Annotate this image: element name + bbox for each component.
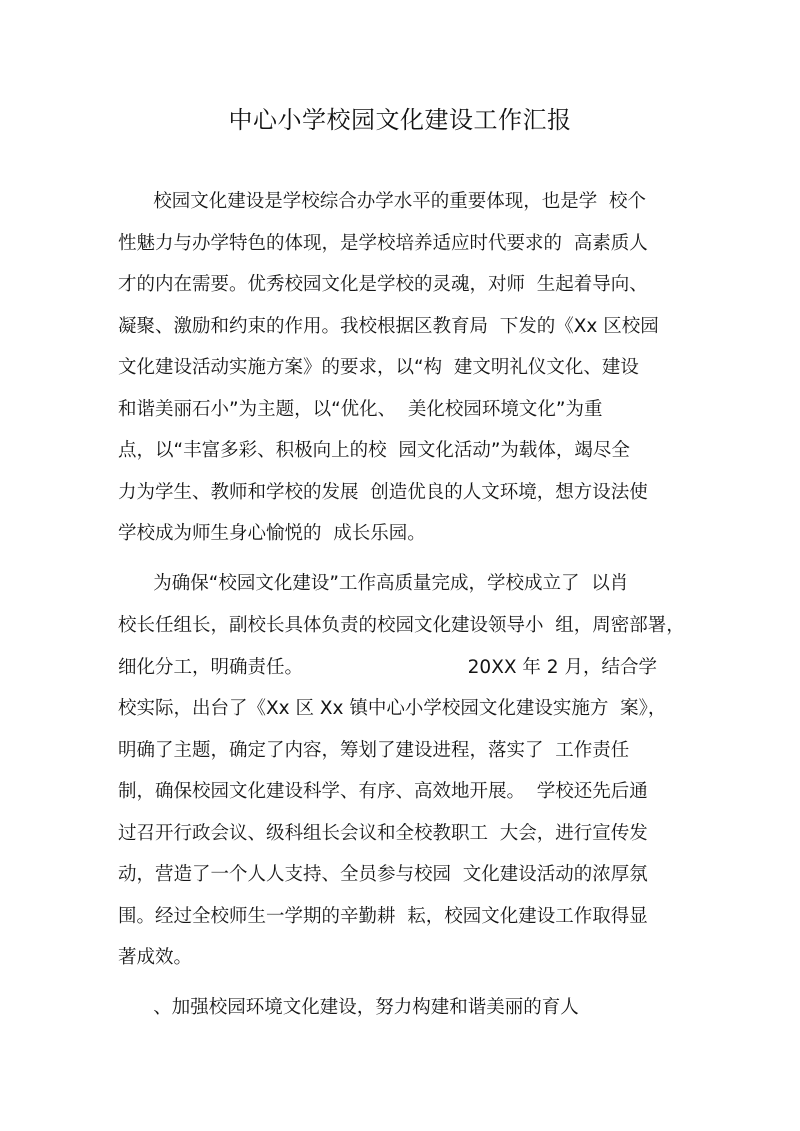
body-line: 校园文化建设是学校综合办学水平的重要体现，也是学 校个 [118, 191, 647, 212]
body-line: 校长任组长，副校长具体负责的校园文化建设领导小 组，周密部署， [118, 615, 685, 636]
body-line: 著成效。 [118, 947, 193, 968]
body-line: 点，以“丰富多彩、积极向上的校 园文化活动”为载体，竭尽全 [118, 440, 630, 461]
body-line: 才的内在需要。优秀校园文化是学校的灵魂，对师 生起着导向、 [118, 274, 648, 295]
body-line: 围。经过全校师生一学期的辛勤耕 耘，校园文化建设工作取得显 [118, 906, 648, 927]
document-title: 中心小学校园文化建设工作汇报 [228, 106, 572, 134]
body-line: 文化建设活动实施方案》的要求，以“构 建文明礼仪文化、建设 [118, 357, 639, 378]
body-line: 细化分工，明确责任。 20XX 年 2 月，结合学 [118, 657, 657, 678]
body-line: 明确了主题，确定了内容，筹划了建设进程，落实了 工作责任 [118, 740, 630, 761]
body-line: 凝聚、激励和约束的作用。我校根据区教育局 下发的《Xx 区校园 [118, 316, 659, 337]
body-line: 学校成为师生身心愉悦的 成长乐园。 [118, 523, 426, 544]
body-line: 校实际，出台了《Xx 区 Xx 镇中心小学校园文化建设实施方 案》， [118, 698, 667, 719]
body-line: 性魅力与办学特色的体现，是学校培养适应时代要求的 高素质人 [118, 233, 648, 254]
body-line: 力为学生、教师和学校的发展 创造优良的人文环境，想方设法使 [118, 482, 648, 503]
body-line: 制，确保校园文化建设科学、有序、高效地开展。 学校还先后通 [118, 781, 648, 802]
section-heading: 、加强校园环境文化建设，努力构建和谐美丽的育人 [118, 997, 579, 1018]
body-line: 和谐美丽石小”为主题，以“优化、 美化校园环境文化”为重 [118, 399, 603, 420]
body-line: 过召开行政会议、级科组长会议和全校教职工 大会，进行宣传发 [118, 823, 648, 844]
body-line: 动，营造了一个人人支持、全员参与校园 文化建设活动的浓厚氛 [118, 864, 648, 885]
body-line: 为确保“校园文化建设”工作高质量完成，学校成立了 以肖 [118, 573, 629, 594]
